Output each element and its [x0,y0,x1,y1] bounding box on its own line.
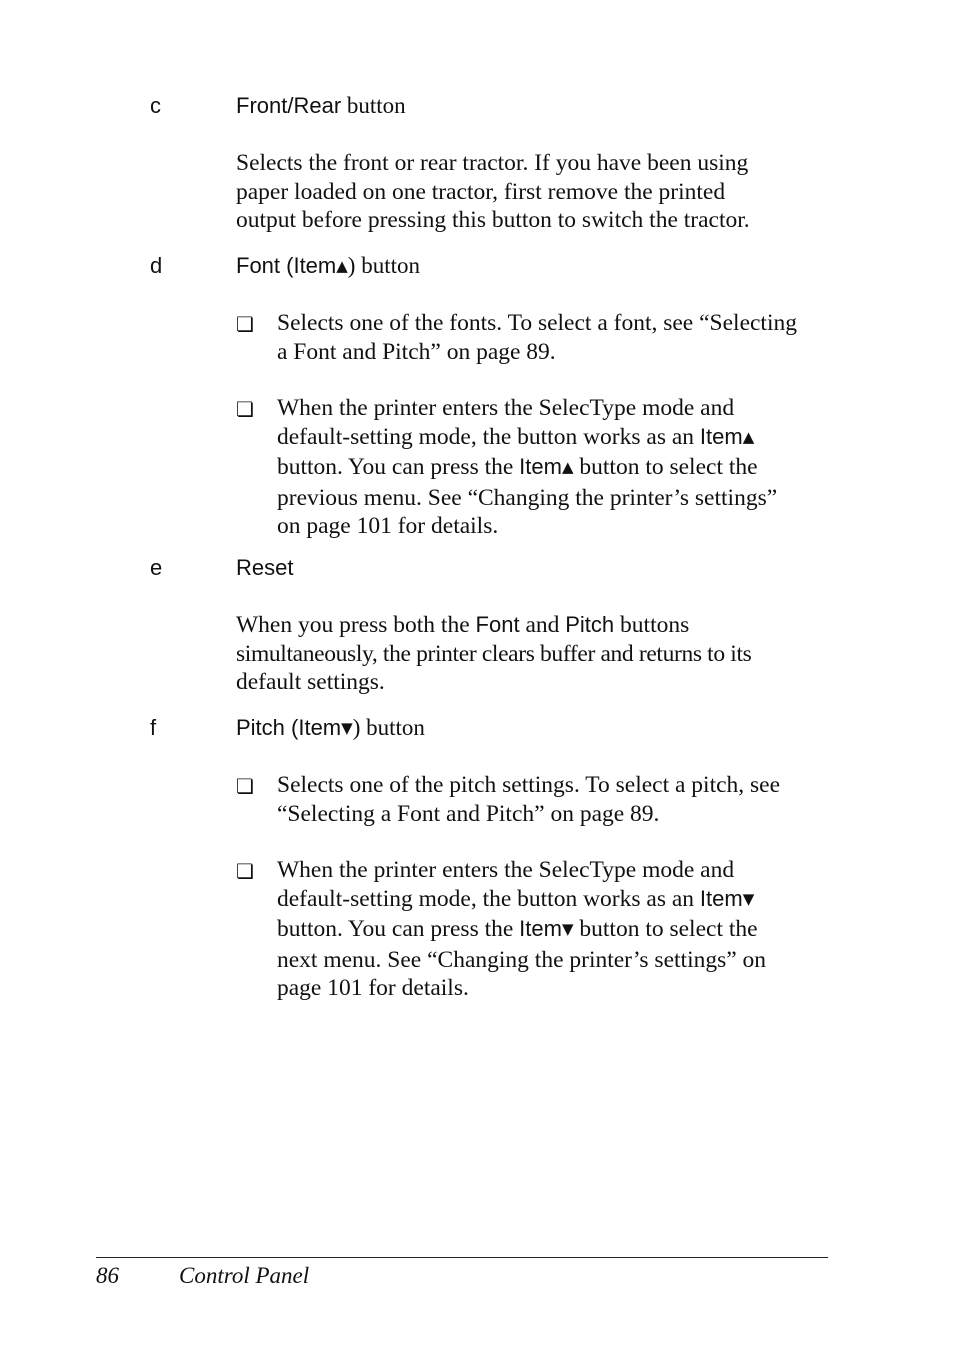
text-line: When the printer enters the SelecType mode and [277,857,735,883]
item-label: Item [519,916,562,941]
checkbox-bullet-icon: ❏ [236,312,254,336]
text-line: next menu. See “Changing the printer’s settings” on [277,946,767,973]
text-span: buttons [614,612,690,638]
text-line: When the printer enters the SelecType mode and [277,395,735,421]
checkbox-bullet-icon: ❏ [236,397,254,421]
down-arrow-icon: ▼ [341,719,353,737]
up-arrow-icon: ▲ [336,257,348,275]
button-name: Font (Item [236,253,337,278]
text-line [277,885,766,916]
button-name: Pitch (Item [236,715,342,740]
text-line: “Selecting a Font and Pitch” on page 89. [277,800,660,827]
item-heading-c [236,92,406,120]
down-arrow-icon: ▼ [742,889,755,908]
button-name: Reset [236,555,294,580]
text-line: paper loaded on one tractor, first remove the printed [236,178,726,205]
text-line [236,611,832,640]
item-heading-e [236,554,293,582]
text-line: a Font and Pitch” on page 89. [277,338,556,365]
pitch-label: Pitch [565,612,615,637]
text-span: default-setting mode, the button works as an [277,423,700,450]
item-label: Item [699,423,743,449]
item-heading-f [236,714,425,744]
text-span: When you press both the [236,612,476,638]
text-line: Selects the front or rear tractor. If you have been using [236,150,749,176]
page-number: 86 [96,1263,119,1288]
text-line: on page 101 for details. [277,513,499,539]
item-label: Item [699,885,743,911]
text-line: previous menu. See “Changing the printer’s settings” [277,484,778,511]
item-label: Item [519,454,562,479]
up-arrow-icon: ▲ [561,458,574,476]
item-key-e: e [150,555,163,580]
checkbox-bullet-icon: ❏ [236,859,254,883]
up-arrow-icon: ▲ [742,427,755,446]
checkbox-bullet-icon: ❏ [236,774,254,798]
footer-section-title: Control Panel [179,1263,310,1288]
heading-suffix: ) button [352,715,425,740]
down-arrow-icon: ▼ [561,920,574,938]
font-label: Font [475,612,520,637]
item-heading-d [236,252,420,282]
footer-rule [96,1257,828,1258]
heading-suffix: button [341,93,406,118]
paragraph-e [236,611,832,697]
text-line [277,915,766,946]
item-key-d: d [150,253,163,278]
item-key-f: f [150,715,157,740]
text-span: button. You can press the [277,454,520,480]
text-span: default-setting mode, the button works as an [277,885,700,912]
text-line: default settings. [236,669,385,695]
heading-suffix: ) button [347,253,420,278]
text-line: simultaneously, the printer clears buffer and returns to its [236,640,752,667]
paragraph-c [236,149,832,235]
text-line: output before pressing this button to switch the tractor. [236,207,750,233]
text-line [277,423,777,454]
text-line: Selects one of the pitch settings. To select a pitch, see [277,772,781,798]
text-span: button to select the [573,916,758,942]
text-span: and [519,612,566,638]
text-span: button. You can press the [277,916,520,942]
text-line: page 101 for details. [277,975,469,1001]
text-span: button to select the [573,454,758,480]
item-key-c: c [150,93,161,118]
button-name: Front/Rear [236,93,342,118]
text-line: Selects one of the fonts. To select a font, see “Selecting [277,310,797,336]
text-line [277,453,777,484]
